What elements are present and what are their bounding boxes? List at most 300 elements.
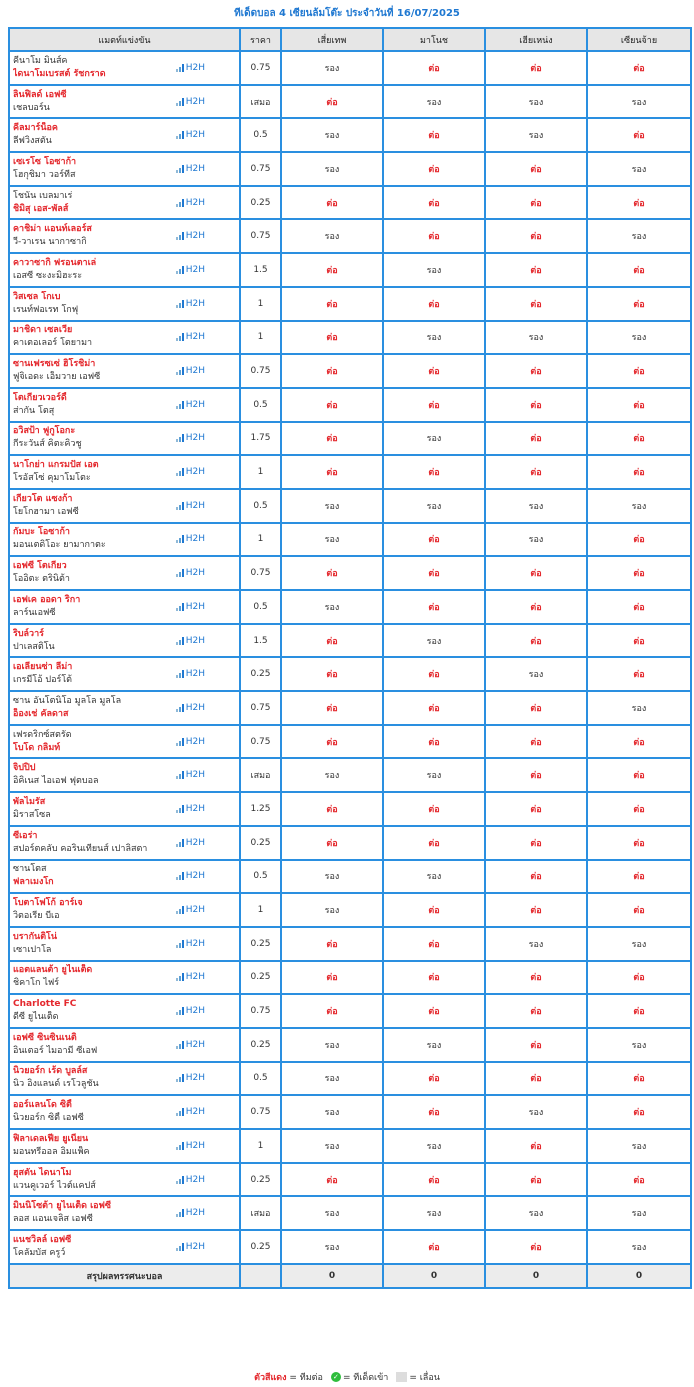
home-team: เอฟซี โตเกียว — [13, 561, 67, 572]
summary-tipster-3: 0 — [485, 1264, 587, 1288]
pick-tipster-2: รอง — [383, 253, 485, 287]
away-team: ลาร์นเอฟซี — [13, 607, 56, 618]
price-cell: 1 — [240, 321, 281, 355]
home-team: ซานโตส — [13, 864, 47, 875]
pick-tipster-2: ต่อ — [383, 152, 485, 186]
h2h-link[interactable] — [176, 164, 205, 174]
table-row — [9, 826, 691, 860]
table-row — [9, 758, 691, 792]
pick-tipster-2: ต่อ — [383, 657, 485, 691]
h2h-label: H2H — [185, 736, 205, 747]
pick-tipster-3: รอง — [485, 1196, 587, 1230]
pick-tipster-2: รอง — [383, 422, 485, 456]
table-row — [9, 523, 691, 557]
match-cell — [9, 388, 240, 422]
pick-tipster-1: ต่อ — [281, 321, 383, 355]
match-cell — [9, 354, 240, 388]
legend-red-desc: = ทีมต่อ — [289, 1373, 323, 1383]
h2h-link[interactable] — [176, 1006, 205, 1016]
price-cell: 0.5 — [240, 860, 281, 894]
h2h-link[interactable] — [176, 400, 205, 410]
pick-tipster-4: รอง — [587, 489, 691, 523]
h2h-link[interactable] — [176, 231, 205, 241]
match-cell — [9, 725, 240, 759]
away-team: มอนทรีออล อิมแพ็ค — [13, 1146, 90, 1157]
price-cell: 1.5 — [240, 624, 281, 658]
pick-tipster-1: ต่อ — [281, 826, 383, 860]
pick-tipster-3: ต่อ — [485, 253, 587, 287]
summary-row — [9, 1264, 691, 1288]
table-row — [9, 1062, 691, 1096]
pick-tipster-2: ต่อ — [383, 1163, 485, 1197]
pick-tipster-1: รอง — [281, 1028, 383, 1062]
h2h-link[interactable] — [176, 433, 205, 443]
home-team: เฟรดริกซ์สตรัด — [13, 729, 72, 740]
pick-tipster-1: รอง — [281, 758, 383, 792]
h2h-label: H2H — [185, 871, 205, 882]
home-team: ออร์แลนโด ซิตี้ — [13, 1100, 72, 1111]
h2h-link[interactable] — [176, 1175, 205, 1185]
away-team: ลอส แอนเจลิส เอฟซี — [13, 1214, 93, 1225]
pick-tipster-2: รอง — [383, 624, 485, 658]
home-team: เซเรโซ โอซาก้า — [13, 156, 77, 167]
signal-bars-icon — [176, 771, 184, 779]
price-cell: 0.75 — [240, 1095, 281, 1129]
price-cell: 0.75 — [240, 994, 281, 1028]
h2h-link[interactable] — [176, 1208, 205, 1218]
h2h-link[interactable] — [176, 1242, 205, 1252]
pick-tipster-4: รอง — [587, 152, 691, 186]
pick-tipster-4: รอง — [587, 1196, 691, 1230]
pick-tipster-1: ต่อ — [281, 455, 383, 489]
table-row — [9, 961, 691, 995]
table-row — [9, 51, 691, 85]
pick-tipster-2: ต่อ — [383, 354, 485, 388]
pick-tipster-1: รอง — [281, 893, 383, 927]
pick-tipster-2: รอง — [383, 489, 485, 523]
pick-tipster-2: รอง — [383, 1196, 485, 1230]
signal-bars-icon — [176, 973, 184, 981]
signal-bars-icon — [176, 637, 184, 645]
pick-tipster-4: ต่อ — [587, 422, 691, 456]
pick-tipster-4: รอง — [587, 1129, 691, 1163]
signal-bars-icon — [176, 1108, 184, 1116]
h2h-label: H2H — [185, 1174, 205, 1185]
match-cell — [9, 961, 240, 995]
h2h-label: H2H — [185, 130, 205, 141]
table-row — [9, 1230, 691, 1264]
h2h-link[interactable] — [176, 1141, 205, 1151]
h2h-link[interactable] — [176, 568, 205, 578]
price-cell: 0.5 — [240, 590, 281, 624]
match-cell — [9, 1095, 240, 1129]
away-team: อิคิเนส ไอเอฟ ฟุตบอล — [13, 776, 99, 787]
h2h-link[interactable] — [176, 703, 205, 713]
price-cell: 0.75 — [240, 51, 281, 85]
signal-bars-icon — [176, 333, 184, 341]
pick-tipster-4: ต่อ — [587, 354, 691, 388]
pick-tipster-3: ต่อ — [485, 826, 587, 860]
h2h-label: H2H — [185, 568, 205, 579]
h2h-label: H2H — [185, 905, 205, 916]
pick-tipster-1: ต่อ — [281, 186, 383, 220]
header-tipster-2: มาโนช — [383, 28, 485, 51]
h2h-link[interactable] — [176, 97, 205, 107]
price-cell: 0.75 — [240, 725, 281, 759]
match-cell — [9, 219, 240, 253]
pick-tipster-1: ต่อ — [281, 85, 383, 119]
home-team: เอฟเค ออดา ริกา — [13, 594, 81, 605]
pick-tipster-1: รอง — [281, 1062, 383, 1096]
pick-tipster-1: ต่อ — [281, 927, 383, 961]
legend — [0, 1370, 694, 1384]
home-team: โบตาโฟโก้ อาร์เจ — [13, 898, 83, 909]
away-team: โรอัสโซ่ คุมาโมโตะ — [13, 473, 91, 484]
h2h-link[interactable] — [176, 332, 205, 342]
h2h-link[interactable] — [176, 467, 205, 477]
home-team: คีนาโม มินส์ค — [13, 55, 68, 66]
legend-check — [331, 1370, 388, 1384]
tips-table — [8, 27, 692, 1289]
match-cell — [9, 321, 240, 355]
pick-tipster-1: ต่อ — [281, 556, 383, 590]
h2h-link[interactable] — [176, 838, 205, 848]
pick-tipster-3: ต่อ — [485, 1129, 587, 1163]
match-cell — [9, 489, 240, 523]
legend-red — [254, 1370, 323, 1384]
pick-tipster-3: ต่อ — [485, 556, 587, 590]
pick-tipster-3: ต่อ — [485, 725, 587, 759]
h2h-label: H2H — [185, 399, 205, 410]
pick-tipster-2: ต่อ — [383, 691, 485, 725]
legend-red-text: ตัวสีแดง — [254, 1373, 287, 1383]
match-cell — [9, 1062, 240, 1096]
pick-tipster-1: ต่อ — [281, 691, 383, 725]
header-tipster-1: เสี่ยเทพ — [281, 28, 383, 51]
pick-tipster-4: ต่อ — [587, 1095, 691, 1129]
h2h-link[interactable] — [176, 737, 205, 747]
away-team: เอสซี ซะงะมิฮะระ — [13, 270, 83, 281]
pick-tipster-1: รอง — [281, 219, 383, 253]
table-row — [9, 590, 691, 624]
pick-tipster-1: รอง — [281, 590, 383, 624]
pick-tipster-2: ต่อ — [383, 219, 485, 253]
match-cell — [9, 455, 240, 489]
signal-bars-icon — [176, 1142, 184, 1150]
h2h-link[interactable] — [176, 972, 205, 982]
pick-tipster-4: รอง — [587, 691, 691, 725]
h2h-label: H2H — [185, 433, 205, 444]
away-team: โยโกฮามา เอฟซี — [13, 506, 79, 517]
home-team: Charlotte FC — [13, 999, 77, 1010]
signal-bars-icon — [176, 839, 184, 847]
price-cell: เสมอ — [240, 758, 281, 792]
price-cell: 0.75 — [240, 354, 281, 388]
signal-bars-icon — [176, 367, 184, 375]
match-cell — [9, 1129, 240, 1163]
price-cell: 1.75 — [240, 422, 281, 456]
match-cell — [9, 1028, 240, 1062]
home-team: ฮุสตัน ไดนาโม — [13, 1167, 72, 1178]
signal-bars-icon — [176, 670, 184, 678]
h2h-link[interactable] — [176, 939, 205, 949]
h2h-link[interactable] — [176, 1073, 205, 1083]
h2h-link[interactable] — [176, 299, 205, 309]
pick-tipster-3: ต่อ — [485, 758, 587, 792]
away-team: โบโด กลิมท์ — [13, 742, 61, 753]
pick-tipster-4: ต่อ — [587, 523, 691, 557]
price-cell: 1 — [240, 287, 281, 321]
signal-bars-icon — [176, 165, 184, 173]
match-cell — [9, 253, 240, 287]
match-cell — [9, 1163, 240, 1197]
pick-tipster-3: ต่อ — [485, 219, 587, 253]
away-team: อินเตอร์ ไมอามี่ ซีเอฟ — [13, 1045, 98, 1056]
away-team: โฮกุชิมา วอร์ทีส — [13, 169, 76, 180]
away-team: นิว อิงแลนด์ เรโวลูชั่น — [13, 1079, 99, 1090]
home-team: ฟิลาเดลเฟีย ยูเนี่ยน — [13, 1133, 89, 1144]
pick-tipster-1: รอง — [281, 1095, 383, 1129]
home-team: นิวยอร์ก เร้ด บูลล์ส — [13, 1066, 88, 1077]
away-team: มอนเตดิโอะ ยามากาตะ — [13, 540, 106, 551]
pick-tipster-3: ต่อ — [485, 422, 587, 456]
price-cell: เสมอ — [240, 85, 281, 119]
pick-tipster-3: ต่อ — [485, 1028, 587, 1062]
pick-tipster-2: ต่อ — [383, 927, 485, 961]
price-cell: 0.25 — [240, 826, 281, 860]
grey-box-icon — [396, 1372, 407, 1382]
match-cell — [9, 152, 240, 186]
away-team: เกรมีโอ้ ปอร์โต้ — [13, 675, 73, 686]
pick-tipster-4: รอง — [587, 85, 691, 119]
match-cell — [9, 860, 240, 894]
away-team: เรนท์ฟอเรท โกฟุ — [13, 304, 79, 315]
pick-tipster-3: ต่อ — [485, 455, 587, 489]
h2h-link[interactable] — [176, 130, 205, 140]
match-cell — [9, 624, 240, 658]
h2h-link[interactable] — [176, 1040, 205, 1050]
price-cell: 0.5 — [240, 388, 281, 422]
signal-bars-icon — [176, 64, 184, 72]
signal-bars-icon — [176, 738, 184, 746]
match-cell — [9, 792, 240, 826]
h2h-label: H2H — [185, 601, 205, 612]
match-cell — [9, 927, 240, 961]
pick-tipster-3: ต่อ — [485, 860, 587, 894]
away-team: ฟูจิเอดะ เอ็มวาย เอฟซี — [13, 372, 101, 383]
pick-tipster-2: ต่อ — [383, 1095, 485, 1129]
price-cell: 0.25 — [240, 927, 281, 961]
price-cell: 0.25 — [240, 1163, 281, 1197]
signal-bars-icon — [176, 940, 184, 948]
pick-tipster-2: รอง — [383, 321, 485, 355]
h2h-link[interactable] — [176, 804, 205, 814]
h2h-link[interactable] — [176, 602, 205, 612]
price-cell: 0.25 — [240, 1230, 281, 1264]
h2h-link[interactable] — [176, 63, 205, 73]
h2h-link[interactable] — [176, 366, 205, 376]
pick-tipster-2: ต่อ — [383, 1230, 485, 1264]
signal-bars-icon — [176, 805, 184, 813]
table-row — [9, 152, 691, 186]
h2h-label: H2H — [185, 534, 205, 545]
pick-tipster-3: ต่อ — [485, 994, 587, 1028]
home-team: แนชวิลล์ เอฟซี — [13, 1234, 72, 1245]
signal-bars-icon — [176, 401, 184, 409]
pick-tipster-1: ต่อ — [281, 624, 383, 658]
signal-bars-icon — [176, 131, 184, 139]
table-row — [9, 388, 691, 422]
h2h-link[interactable] — [176, 770, 205, 780]
h2h-link[interactable] — [176, 905, 205, 915]
pick-tipster-2: ต่อ — [383, 590, 485, 624]
table-row — [9, 792, 691, 826]
table-row — [9, 186, 691, 220]
pick-tipster-1: ต่อ — [281, 961, 383, 995]
home-team: นาโกย่า แกรมปัส เอต — [13, 460, 99, 471]
h2h-link[interactable] — [176, 198, 205, 208]
h2h-label: H2H — [185, 231, 205, 242]
h2h-link[interactable] — [176, 534, 205, 544]
table-row — [9, 657, 691, 691]
match-cell — [9, 422, 240, 456]
pick-tipster-2: รอง — [383, 1028, 485, 1062]
home-team: ซาน อันโตนิโอ มูลโล มูลโล — [13, 695, 122, 706]
match-cell — [9, 118, 240, 152]
home-team: ซีเอร่า — [13, 830, 38, 841]
away-team: เชลบอร์น — [13, 102, 50, 113]
pick-tipster-2: รอง — [383, 860, 485, 894]
h2h-link[interactable] — [176, 669, 205, 679]
signal-bars-icon — [176, 502, 184, 510]
pick-tipster-3: ต่อ — [485, 354, 587, 388]
pick-tipster-3: รอง — [485, 85, 587, 119]
h2h-label: H2H — [185, 500, 205, 511]
pick-tipster-2: ต่อ — [383, 725, 485, 759]
signal-bars-icon — [176, 1176, 184, 1184]
h2h-link[interactable] — [176, 1107, 205, 1117]
table-row — [9, 725, 691, 759]
pick-tipster-4: ต่อ — [587, 893, 691, 927]
match-cell — [9, 758, 240, 792]
h2h-link[interactable] — [176, 636, 205, 646]
table-row — [9, 253, 691, 287]
summary-tipster-1: 0 — [281, 1264, 383, 1288]
match-cell — [9, 1196, 240, 1230]
pick-tipster-4: ต่อ — [587, 51, 691, 85]
signal-bars-icon — [176, 1209, 184, 1217]
pick-tipster-4: ต่อ — [587, 253, 691, 287]
pick-tipster-3: ต่อ — [485, 792, 587, 826]
pick-tipster-1: ต่อ — [281, 422, 383, 456]
pick-tipster-4: รอง — [587, 219, 691, 253]
home-team: คาวาซากิ ฟรอนตาเล่ — [13, 257, 97, 268]
table-row — [9, 1196, 691, 1230]
away-team: คาเตอเลอร์ โตยามา — [13, 338, 93, 349]
pick-tipster-4: ต่อ — [587, 725, 691, 759]
table-row — [9, 118, 691, 152]
pick-tipster-2: ต่อ — [383, 287, 485, 321]
pick-tipster-3: ต่อ — [485, 388, 587, 422]
price-cell: 0.25 — [240, 1028, 281, 1062]
h2h-label: H2H — [185, 1208, 205, 1219]
table-row — [9, 691, 691, 725]
price-cell: 0.5 — [240, 1062, 281, 1096]
pick-tipster-3: ต่อ — [485, 1230, 587, 1264]
h2h-link[interactable] — [176, 265, 205, 275]
away-team: มิราสโซล — [13, 809, 51, 820]
pick-tipster-3: รอง — [485, 321, 587, 355]
pick-tipster-3: รอง — [485, 523, 587, 557]
pick-tipster-3: ต่อ — [485, 961, 587, 995]
pick-tipster-2: รอง — [383, 758, 485, 792]
away-team: แวนคูเวอร์ ไวต์แคปส์ — [13, 1180, 96, 1191]
pick-tipster-4: ต่อ — [587, 624, 691, 658]
legend-box — [396, 1370, 440, 1384]
header-tipster-4: เซียนจ้าย — [587, 28, 691, 51]
h2h-link[interactable] — [176, 501, 205, 511]
pick-tipster-1: รอง — [281, 523, 383, 557]
h2h-label: H2H — [185, 770, 205, 781]
away-team: ดีซี ยูไนเต็ด — [13, 1012, 59, 1023]
pick-tipster-4: ต่อ — [587, 556, 691, 590]
match-cell — [9, 590, 240, 624]
table-row — [9, 422, 691, 456]
pick-tipster-1: ต่อ — [281, 792, 383, 826]
pick-tipster-3: รอง — [485, 927, 587, 961]
pick-tipster-4: รอง — [587, 1230, 691, 1264]
pick-tipster-1: รอง — [281, 1196, 383, 1230]
pick-tipster-1: รอง — [281, 51, 383, 85]
price-cell: 1 — [240, 523, 281, 557]
pick-tipster-4: ต่อ — [587, 287, 691, 321]
away-team: นิวยอร์ก ซิตี้ เอฟซี — [13, 1113, 84, 1124]
page-title: ทีเด็ดบอล 4 เซียนล้มโต๊ะ ประจำวันที่ 16/07/2025 — [234, 8, 460, 19]
price-cell: 1 — [240, 1129, 281, 1163]
table-row — [9, 860, 691, 894]
summary-tipster-2: 0 — [383, 1264, 485, 1288]
h2h-label: H2H — [185, 467, 205, 478]
table-row — [9, 927, 691, 961]
home-team: โชนัน เบลมาเร่ — [13, 190, 73, 201]
pick-tipster-1: ต่อ — [281, 287, 383, 321]
price-cell: 0.75 — [240, 691, 281, 725]
h2h-label: H2H — [185, 1039, 205, 1050]
h2h-link[interactable] — [176, 871, 205, 881]
pick-tipster-2: ต่อ — [383, 118, 485, 152]
pick-tipster-1: รอง — [281, 118, 383, 152]
h2h-label: H2H — [185, 803, 205, 814]
pick-tipster-4: ต่อ — [587, 961, 691, 995]
pick-tipster-3: ต่อ — [485, 51, 587, 85]
signal-bars-icon — [176, 603, 184, 611]
price-cell: 0.25 — [240, 186, 281, 220]
pick-tipster-4: ต่อ — [587, 657, 691, 691]
price-cell: 0.25 — [240, 961, 281, 995]
summary-price — [240, 1264, 281, 1288]
away-team: ฟลาเมงโก — [13, 877, 54, 888]
h2h-label: H2H — [185, 96, 205, 107]
match-cell — [9, 51, 240, 85]
pick-tipster-1: ต่อ — [281, 354, 383, 388]
table-row — [9, 556, 691, 590]
pick-tipster-2: ต่อ — [383, 51, 485, 85]
pick-tipster-1: ต่อ — [281, 388, 383, 422]
home-team: อวิสป้า ฟูกูโอกะ — [13, 426, 76, 437]
pick-tipster-1: ต่อ — [281, 657, 383, 691]
home-team: เอเลียนซ่า ลีม่า — [13, 662, 73, 673]
pick-tipster-3: รอง — [485, 489, 587, 523]
